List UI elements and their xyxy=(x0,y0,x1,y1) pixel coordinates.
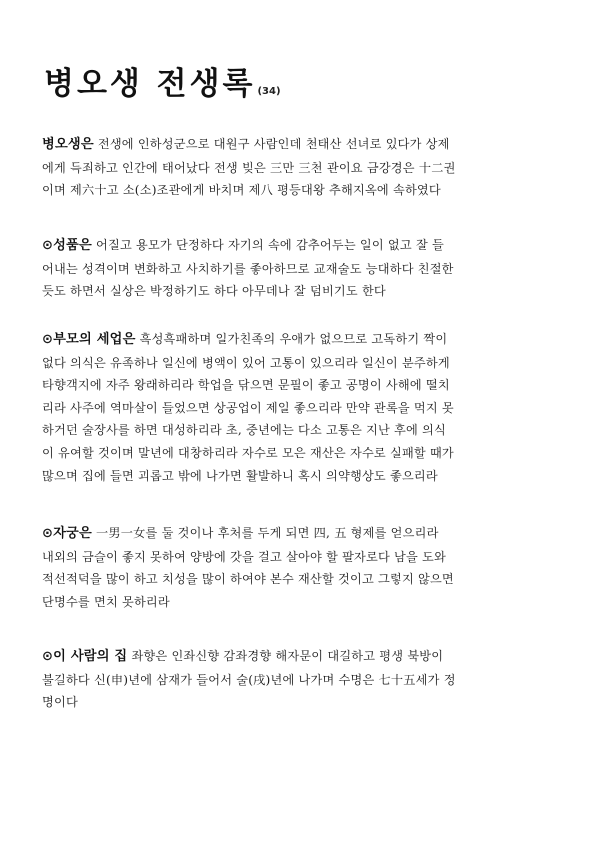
paragraph-line: ⊙이 사람의 집 좌향은 인좌신향 감좌경향 해자문이 대길하고 평생 북방이 xyxy=(42,649,444,664)
paragraph-line: 하거던 술장사를 하면 대성하리라 초, 중년에는 다소 고통은 지난 후에 의식 xyxy=(42,423,447,438)
paragraph-line: 명이다 xyxy=(42,695,78,710)
paragraph-line: 불길하다 신(申)년에 삼재가 들어서 술(戌)년에 나가며 수명은 七十五세가 정 xyxy=(42,672,456,687)
bullet-marker: ⊙ xyxy=(42,649,54,664)
bullet-marker: ⊙ xyxy=(42,526,54,541)
paragraph-line: ⊙자궁은 一男一女를 둘 것이나 후처를 두게 되면 四, 五 형제를 얻으리라 xyxy=(42,526,439,541)
paragraph-line: 적선적덕을 많이 하고 치성을 많이 하여야 본수 재산할 것이고 그렇지 않으면 xyxy=(42,572,454,587)
title-row xyxy=(44,58,281,103)
paragraph-line: 어내는 성격이며 변화하고 사치하기를 좋아하므로 교재술도 능대하다 친절한 xyxy=(42,261,454,276)
bullet-marker: ⊙ xyxy=(42,332,54,347)
paragraph-line: 병오생은 전생에 인하성군으로 대원구 사람인데 천태산 선녀로 있다가 상제 xyxy=(42,137,450,152)
paragraph-line: 이며 제六十고 소(소)조관에게 바치며 제八 평등대왕 추해지옥에 속하였다 xyxy=(42,183,441,198)
paragraph-line: 듯도 하면서 실상은 박정하기도 하다 아무데나 잘 덤비기도 한다 xyxy=(42,284,386,299)
paragraph-line: ⊙부모의 세업은 흑성흑패하며 일가친족의 우애가 없으므로 고독하기 짝이 xyxy=(42,332,448,347)
section-heading: 자궁은 xyxy=(53,526,92,541)
section-heading: 병오생은 xyxy=(42,137,94,152)
section-birth-record xyxy=(42,133,566,202)
paragraph-line: 에게 득죄하고 인간에 태어났다 전생 빚은 三만 三천 관이요 금강경은 十二권 xyxy=(42,160,456,175)
section-house xyxy=(42,645,566,714)
page-number: (34) xyxy=(257,86,281,97)
section-heading: 부모의 세업은 xyxy=(53,332,136,347)
paragraph-line: 없다 의식은 유족하나 일신에 병액이 있어 고통이 있으리라 일신이 분주하게 xyxy=(42,355,450,370)
paragraph-line: 리라 사주에 역마살이 들었으면 상공업이 제일 좋으리라 만약 관록을 먹지 못 xyxy=(42,400,454,415)
page-title: 병오생 전생록 xyxy=(44,66,256,102)
paragraph-line: 단명수를 면치 못하리라 xyxy=(42,594,170,609)
section-children xyxy=(42,522,566,613)
paragraph-line: 이 유여할 것이며 말년에 대창하리라 자수로 모은 재산은 자수로 실패할 때가 xyxy=(42,445,454,460)
paragraph-line: 내외의 금슬이 좋지 못하여 양방에 갓을 걸고 살아야 할 팔자로다 남을 도와 xyxy=(42,549,447,564)
bullet-marker: ⊙ xyxy=(42,238,54,253)
paragraph-line: ⊙성품은 어질고 용모가 단정하다 자기의 속에 감추어두는 일이 없고 잘 들 xyxy=(42,238,444,253)
section-character xyxy=(42,234,566,303)
paragraph-line: 많으며 집에 들면 괴롭고 밖에 나가면 활발하니 혹시 의약행상도 좋으리라 xyxy=(42,468,438,483)
paragraph-line: 타향객지에 자주 왕래하리라 학업을 닦으면 문필이 좋고 공명이 사해에 떨치 xyxy=(42,378,450,393)
section-family-fortune xyxy=(42,328,566,487)
section-heading: 이 사람의 집 xyxy=(53,649,128,664)
section-heading: 성품은 xyxy=(53,238,92,253)
